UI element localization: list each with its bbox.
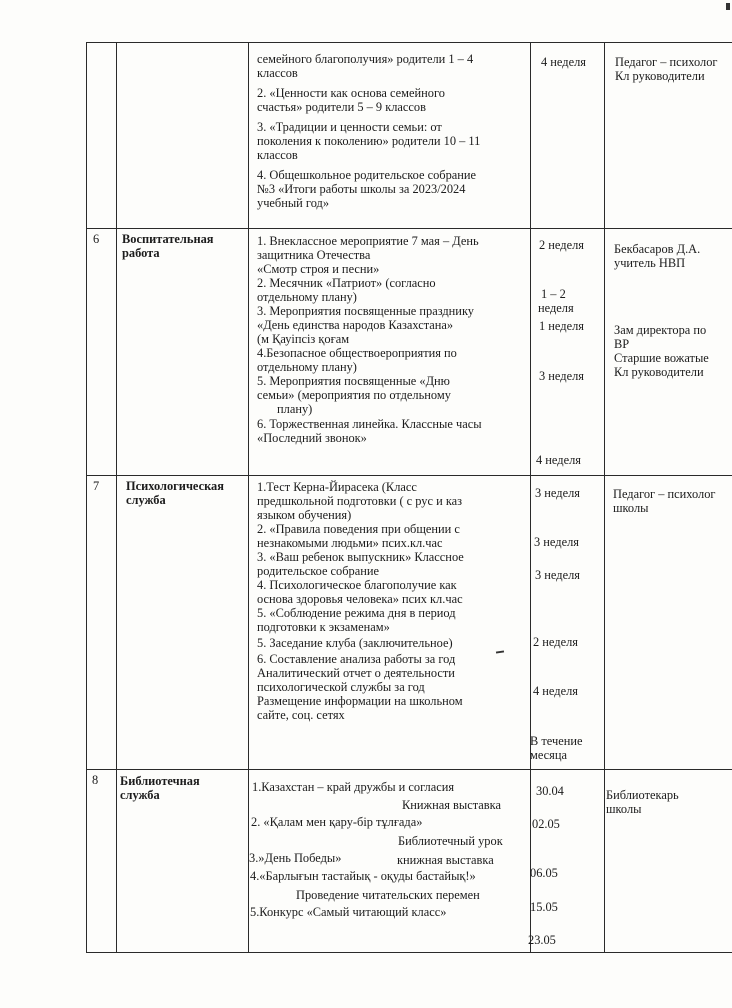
event-line: классов — [257, 148, 298, 162]
date-text: 4 неделя — [536, 453, 581, 467]
date-line: В течение — [530, 734, 583, 748]
responsible-cell — [613, 487, 732, 515]
responsible-line: школы — [606, 802, 642, 816]
event-line: (м Қауіпсіз қоғам — [257, 332, 350, 346]
date-text: 3 неделя — [539, 369, 584, 383]
event-line: 1.Тест Керна-Йирасека (Класс — [257, 480, 417, 494]
event-line: 1.Казахстан – край дружбы и согласия — [252, 780, 455, 794]
column-border — [86, 42, 87, 953]
section-title-line: Воспитательная — [122, 232, 214, 246]
date-text: 3 неделя — [535, 568, 580, 582]
event-line: 5.Конкурс «Самый читающий класс» — [250, 905, 447, 919]
events-cell — [257, 234, 482, 445]
responsible-line: Педагог – психолог — [615, 55, 718, 69]
event-line: Аналитический отчет о деятельности — [257, 666, 455, 680]
event-line: предшкольной подготовки ( с рус и каз — [257, 494, 463, 508]
event-line: «Последний звонок» — [257, 431, 367, 445]
scan-mark — [496, 650, 504, 653]
event-line: 3.»День Победы» — [249, 851, 342, 865]
date-text: 23.05 — [528, 933, 556, 947]
column-border — [116, 42, 117, 953]
responsible-line: Зам директора по — [614, 323, 707, 337]
section-title-line: служба — [126, 493, 166, 507]
date-text: 3 неделя — [534, 535, 579, 549]
responsible-line: школы — [613, 501, 649, 515]
event-line: 4.Безопасное обществоероприятия по — [257, 346, 457, 360]
responsible-cell — [606, 788, 732, 816]
responsible-line: Кл руководители — [614, 365, 704, 379]
event-line: 1. Внеклассное мероприятие 7 мая – День — [257, 234, 479, 248]
event-line: классов — [257, 66, 298, 80]
row-divider — [86, 228, 732, 229]
event-line: плану) — [277, 402, 313, 416]
section-title-line: Библиотечная — [120, 774, 200, 788]
event-line: 3. «Традиции и ценности семьи: от — [257, 120, 442, 134]
section-title-line: служба — [120, 788, 160, 802]
table-top-border — [86, 42, 732, 43]
event-line: незнакомыми людьми» псих.кл.час — [257, 536, 443, 550]
events-cell — [257, 52, 480, 210]
event-line: сайте, соц. сетях — [257, 708, 345, 722]
responsible-line: Педагог – психолог — [613, 487, 716, 501]
date-text: 1 – 2 — [541, 287, 566, 301]
event-line: семьи» (мероприятия по отдельному — [257, 388, 451, 402]
event-line: 2. Месячник «Патриот» (согласно — [257, 276, 436, 290]
date-text: 02.05 — [532, 817, 560, 831]
event-line: основа здоровья человека» псих кл.час — [257, 592, 463, 606]
responsible-line: Библиотекарь — [606, 788, 679, 802]
responsible-cell — [615, 55, 732, 83]
date-text: 06.05 — [530, 866, 558, 880]
responsible-line: Бекбасаров Д.А. — [614, 242, 701, 256]
responsible-line: Кл руководители — [615, 69, 705, 83]
row-divider — [86, 769, 732, 770]
event-line: учебный год» — [257, 196, 330, 210]
date-text: 4 неделя — [541, 55, 586, 69]
section-title-line: работа — [122, 246, 160, 260]
date-text: 2 неделя — [539, 238, 584, 252]
row-divider — [86, 475, 732, 476]
event-line: 4. Общешкольное родительское собрание — [257, 168, 477, 182]
event-line: 5. Заседание клуба (заключительное) — [257, 636, 453, 650]
events-cell — [257, 480, 464, 722]
event-line: Библиотечный урок — [398, 834, 503, 848]
column-border — [530, 42, 531, 953]
date-text: 4 неделя — [533, 684, 578, 698]
section-title-line: Психологическая — [126, 479, 224, 493]
event-line: языком обучения) — [257, 508, 352, 522]
responsible-line: ВР — [614, 337, 630, 351]
event-line: 6. Торжественная линейка. Классные часы — [257, 417, 482, 431]
row-number: 8 — [92, 773, 99, 787]
date-text: 2 неделя — [533, 635, 578, 649]
event-line: 3. «Ваш ребенок выпускник» Классное — [257, 550, 464, 564]
event-line: 5. Мероприятия посвященные «Дню — [257, 374, 450, 388]
event-line: Книжная выставка — [402, 798, 501, 812]
date-text: 3 неделя — [535, 486, 580, 500]
event-line: 4. Психологическое благополучие как — [257, 578, 457, 592]
responsible-line: Старшие вожатые — [614, 351, 709, 365]
event-line: подготовки к экзаменам» — [257, 620, 390, 634]
event-line: счастья» родители 5 – 9 классов — [257, 100, 426, 114]
event-line: поколения к поколению» родители 10 – 11 — [257, 134, 481, 148]
event-line: «День единства народов Казахстана» — [257, 318, 454, 332]
event-line: отдельному плану) — [257, 290, 357, 304]
date-text: 15.05 — [530, 900, 558, 914]
event-line: отдельному плану) — [257, 360, 357, 374]
responsible-cell — [614, 242, 732, 270]
event-line: Проведение читательских перемен — [296, 888, 480, 902]
event-line: Размещение информации на школьном — [257, 694, 463, 708]
date-text: неделя — [538, 301, 574, 315]
date-text: 1 неделя — [539, 319, 584, 333]
event-line: 6. Составление анализа работы за год — [257, 652, 456, 666]
event-line: защитника Отечества — [257, 248, 371, 262]
section-title — [122, 232, 213, 260]
event-line: 2. «Правила поведения при общении с — [257, 522, 460, 536]
event-line: психологической службы за год — [257, 680, 425, 694]
date-line: месяца — [530, 748, 567, 762]
responsible-cell — [614, 323, 732, 379]
event-line: книжная выставка — [397, 853, 494, 867]
column-border — [604, 42, 605, 953]
responsible-line: учитель НВП — [614, 256, 686, 270]
section-title — [126, 479, 224, 507]
event-line: 2. «Ценности как основа семейного — [257, 86, 445, 100]
event-line: 4.«Барлығын тастайық - оқуды бастайық!» — [250, 869, 476, 883]
event-line: №3 «Итоги работы школы за 2023/2024 — [257, 182, 466, 196]
event-line: «Смотр строя и песни» — [257, 262, 380, 276]
row-number: 7 — [93, 479, 100, 493]
date-cell — [530, 734, 582, 762]
row-number: 6 — [93, 232, 100, 246]
date-text: 30.04 — [536, 784, 564, 798]
table-bottom-border — [86, 952, 732, 953]
event-line: 5. «Соблюдение режима дня в период — [257, 606, 456, 620]
section-title — [120, 774, 200, 802]
event-line: 2. «Қалам мен қару-бір тұлғада» — [251, 815, 423, 829]
event-line: 3. Мероприятия посвященные празднику — [257, 304, 474, 318]
scan-mark — [726, 3, 730, 10]
event-line: семейного благополучия» родители 1 – 4 — [257, 52, 474, 66]
column-border — [248, 42, 249, 953]
event-line: родительское собрание — [257, 564, 380, 578]
